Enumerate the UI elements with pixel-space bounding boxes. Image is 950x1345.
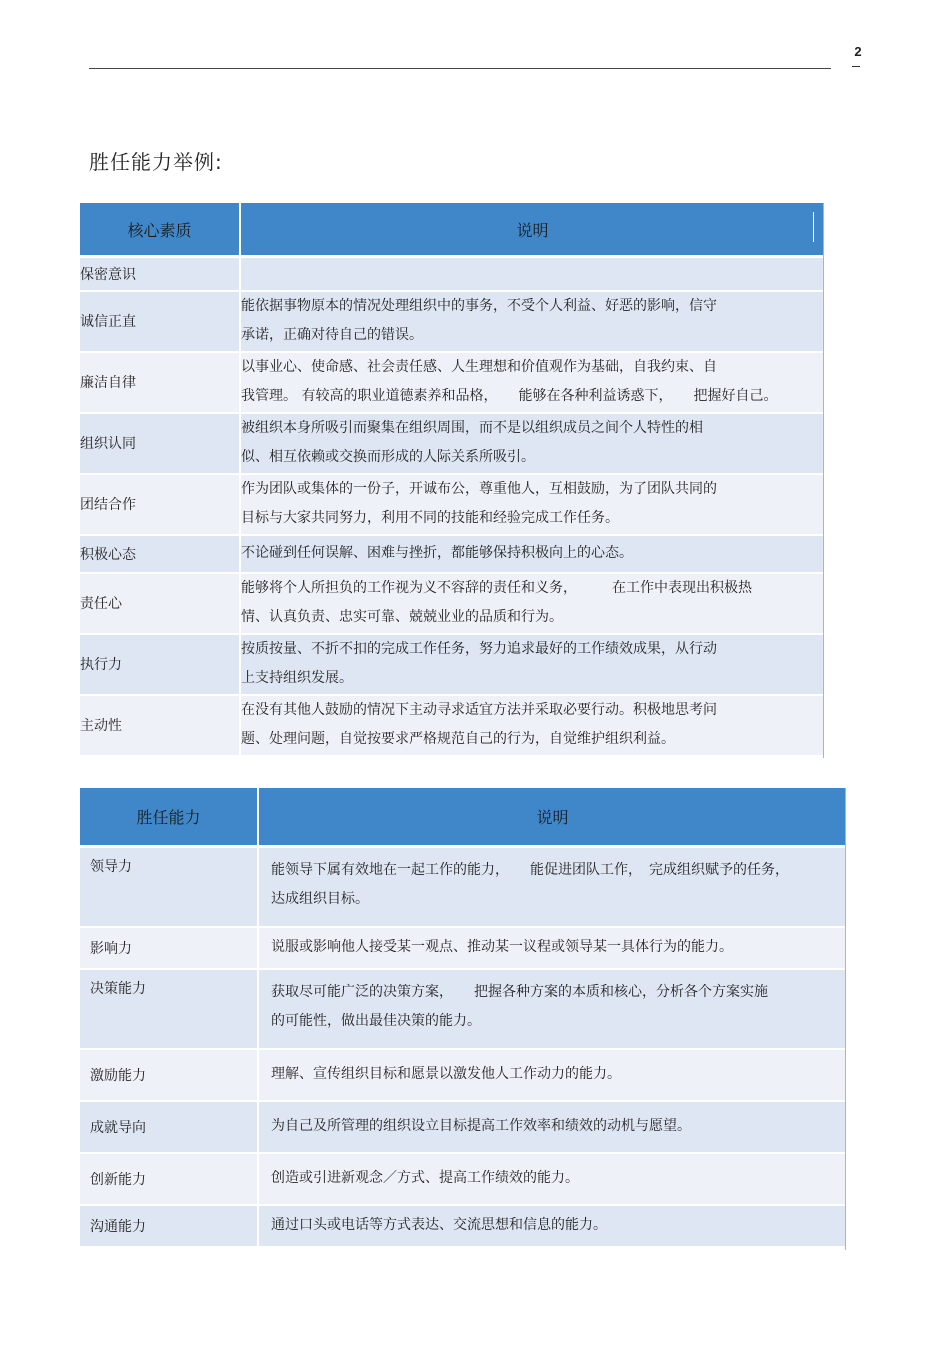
table-row [80, 1101, 846, 1153]
table-row [80, 1205, 846, 1247]
row-description [240, 257, 824, 291]
column-header-description: 说明 [240, 203, 824, 257]
table-row [80, 847, 846, 927]
row-description: 理解、宣传组织目标和愿景以激发他人工作动力的能力。 [258, 1049, 846, 1101]
row-description: 作为团队或集体的一份子，开诚布公，尊重他人，互相鼓励，为了团队共同的 目标与大家共同努力，利用不同的技能和经验完成工作任务。 [240, 474, 824, 535]
core-qualities-table [80, 203, 824, 757]
row-key: 影响力 [80, 927, 258, 969]
column-header-core-quality: 核心素质 [80, 203, 240, 257]
table-row [80, 352, 824, 413]
row-key: 激励能力 [80, 1049, 258, 1101]
row-key: 创新能力 [80, 1153, 258, 1205]
row-key: 廉洁自律 [80, 352, 240, 413]
table-row [80, 474, 824, 535]
row-key: 成就导向 [80, 1101, 258, 1153]
table-row [80, 413, 824, 474]
row-key: 决策能力 [80, 969, 258, 1049]
row-description: 能依据事物原本的情况处理组织中的事务，不受个人利益、好恶的影响，信守 承诺，正确对待自己的错误。 [240, 291, 824, 352]
row-description: 能够将个人所担负的工作视为义不容辞的责任和义务， 在工作中表现出积极热 情、认真负责、忠实可靠、兢兢业业的品质和行为。 [240, 573, 824, 634]
row-description: 说服或影响他人接受某一观点、推动某一议程或领导某一具体行为的能力。 [258, 927, 846, 969]
table-row [80, 535, 824, 573]
table-header-row [80, 788, 846, 847]
table-row [80, 291, 824, 352]
table-row [80, 969, 846, 1049]
page-number: 2 [854, 44, 862, 59]
page-number-underline [852, 66, 860, 67]
section-title: 胜任能力举例: [89, 150, 223, 174]
row-description: 获取尽可能广泛的决策方案， 把握各种方案的本质和核心，分析各个方案实施 的可能性，做出最佳决策的能力。 [258, 969, 846, 1049]
column-header-description: 说明 [258, 788, 846, 847]
row-key: 诚信正直 [80, 291, 240, 352]
table-right-border [845, 788, 846, 1250]
row-key: 组织认同 [80, 413, 240, 474]
table-right-border [823, 203, 824, 758]
table-row [80, 1049, 846, 1101]
table-row [80, 573, 824, 634]
table-row [80, 695, 824, 756]
row-description: 以事业心、使命感、社会责任感、人生理想和价值观作为基础，自我约束、自 我管理。 有较高的职业道德素养和品格， 能够在各种利益诱惑下， 把握好自己。 [240, 352, 824, 413]
row-description: 在没有其他人鼓励的情况下主动寻求适宜方法并采取必要行动。积极地思考问 题、处理问题，自觉按要求严格规范自己的行为，自觉维护组织利益。 [240, 695, 824, 756]
row-key: 沟通能力 [80, 1205, 258, 1247]
row-description: 为自己及所管理的组织设立目标提高工作效率和绩效的动机与愿望。 [258, 1101, 846, 1153]
row-description: 被组织本身所吸引而聚集在组织周围，而不是以组织成员之间个人特性的相 似、相互依赖或交换而形成的人际关系所吸引。 [240, 413, 824, 474]
row-description: 创造或引进新观念／方式、提高工作绩效的能力。 [258, 1153, 846, 1205]
row-key: 执行力 [80, 634, 240, 695]
table-row [80, 927, 846, 969]
row-key: 责任心 [80, 573, 240, 634]
column-header-competency: 胜任能力 [80, 788, 258, 847]
header-rule [89, 68, 831, 69]
table-header-row [80, 203, 824, 257]
table-row [80, 1153, 846, 1205]
row-description: 通过口头或电话等方式表达、交流思想和信息的能力。 [258, 1205, 846, 1247]
row-key: 团结合作 [80, 474, 240, 535]
table-row [80, 634, 824, 695]
row-key: 保密意识 [80, 257, 240, 291]
row-key: 主动性 [80, 695, 240, 756]
row-description: 不论碰到任何误解、困难与挫折，都能够保持积极向上的心态。 [240, 535, 824, 573]
row-key: 领导力 [80, 847, 258, 927]
header-marker [813, 212, 814, 242]
row-key: 积极心态 [80, 535, 240, 573]
table-row [80, 257, 824, 291]
row-description: 按质按量、不折不扣的完成工作任务，努力追求最好的工作绩效成果，从行动 上支持组织发展。 [240, 634, 824, 695]
row-description: 能领导下属有效地在一起工作的能力， 能促进团队工作， 完成组织赋予的任务， 达成组织目标。 [258, 847, 846, 927]
competency-table [80, 788, 846, 1248]
